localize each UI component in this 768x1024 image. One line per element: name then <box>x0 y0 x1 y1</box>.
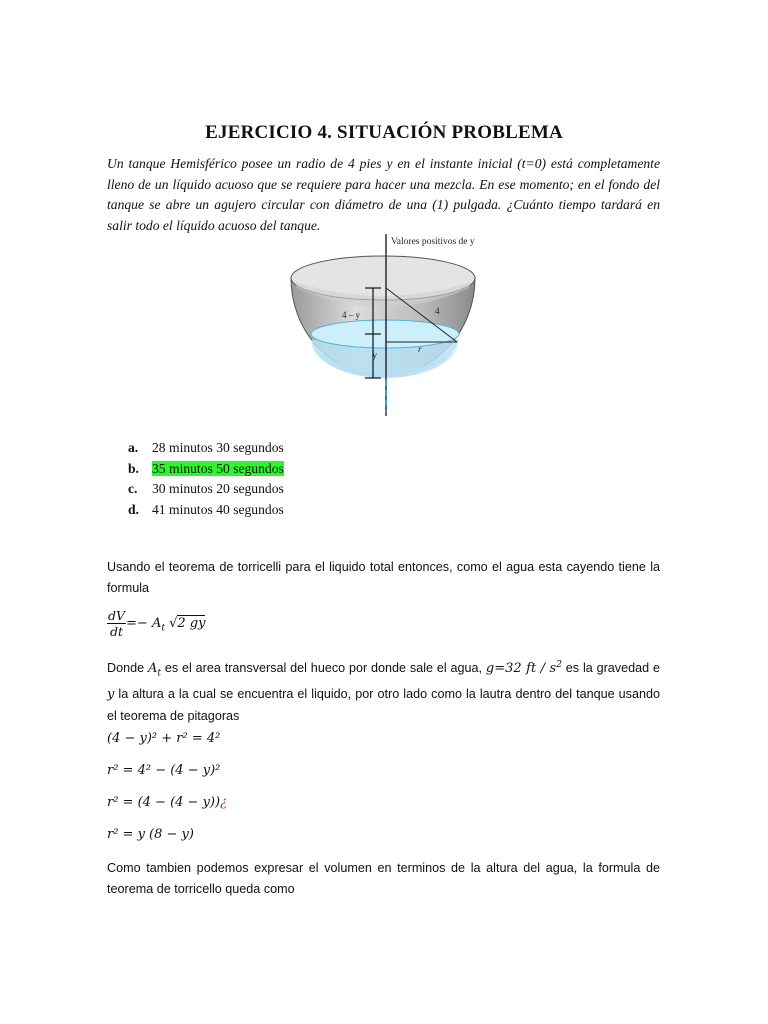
equation-pythagoras-4: r² = y (8 − y) <box>107 827 194 842</box>
option-letter: b. <box>128 460 139 476</box>
fraction-denominator: dt <box>110 624 124 639</box>
text-segment: la altura a la cual se encuentra el liquido, por otro lado como la lautra dentro del tanque usando el teorema de pitagoras <box>107 687 660 723</box>
option-text-highlighted: 35 minutos 50 segundos <box>152 460 284 476</box>
equation-pythagoras-3 <box>107 795 227 810</box>
water-surface <box>311 320 459 348</box>
option-c[interactable] <box>128 479 284 500</box>
option-letter: c. <box>128 481 138 496</box>
text-segment: es la gravedad e <box>561 661 660 676</box>
exercise-title: EJERCICIO 4. SITUACIÓN PROBLEMA <box>205 122 563 143</box>
option-letter: a. <box>128 440 139 455</box>
math-At: A <box>147 661 158 677</box>
problem-statement: Un tanque Hemisférico posee un radio de 4 pies y en el instante inicial (t=0) está completamente lleno de un líquido acuoso que se requiere para hacer una mezcla. En ese momento; en el fondo del tanque se abre un agujero circular con diámetro de una (1) pulgada. ¿Cuánto tiempo tardará en salir todo el líquido acuoso del tanque. <box>107 156 660 233</box>
equation-rhs: =− A <box>126 616 162 631</box>
text-segment: Donde <box>107 661 148 676</box>
answer-options <box>128 438 284 520</box>
label-y: y <box>372 350 377 360</box>
label-4-minus-y: 4 – y <box>342 310 360 320</box>
option-text: 28 minutos 30 segundos <box>152 440 284 455</box>
option-text: 30 minutos 20 segundos <box>152 481 284 496</box>
equation-main: r² = (4 − (4 − y)) <box>107 795 221 810</box>
axis-label: Valores positivos de y <box>391 237 475 247</box>
torricelli-paragraph: Usando el teorema de torricelli para el liquido total entonces, como el agua esta cayendo tiene la formula <box>107 560 660 595</box>
hemisphere-tank-figure <box>285 230 495 420</box>
sqrt-symbol: √ <box>169 616 178 631</box>
equation-artifact: ¿ <box>220 795 228 810</box>
fraction-numerator: dV <box>108 608 126 623</box>
fraction-dv-dt <box>107 608 126 639</box>
equation-pythagoras-1: (4 − y)² + r² = 4² <box>107 731 221 746</box>
option-text: 41 minutos 40 segundos <box>152 501 284 517</box>
label-4: 4 <box>435 306 440 316</box>
volume-paragraph: Como tambien podemos expresar el volumen en terminos de la altura del agua, la formula de teorema de torricello queda como <box>107 861 660 896</box>
equation-torricelli <box>107 608 205 639</box>
sqrt-content: 2 gy <box>177 616 206 631</box>
option-letter: d. <box>128 501 139 517</box>
math-y: y <box>107 687 115 703</box>
equation-pythagoras-2: r² = 4² − (4 − y)² <box>107 763 221 778</box>
option-d[interactable] <box>128 500 284 521</box>
math-gravity: g=32 ft / s <box>485 661 557 677</box>
option-b[interactable] <box>128 459 284 480</box>
math-gravity-exponent: 2 <box>556 660 562 670</box>
option-a[interactable] <box>128 438 284 459</box>
donde-paragraph <box>107 655 660 726</box>
label-r: r <box>418 344 422 354</box>
math-At-subscript: t <box>157 668 161 679</box>
text-segment: es el area transversal del hueco por donde sale el agua, <box>160 661 486 676</box>
equation-subscript: t <box>161 623 165 634</box>
